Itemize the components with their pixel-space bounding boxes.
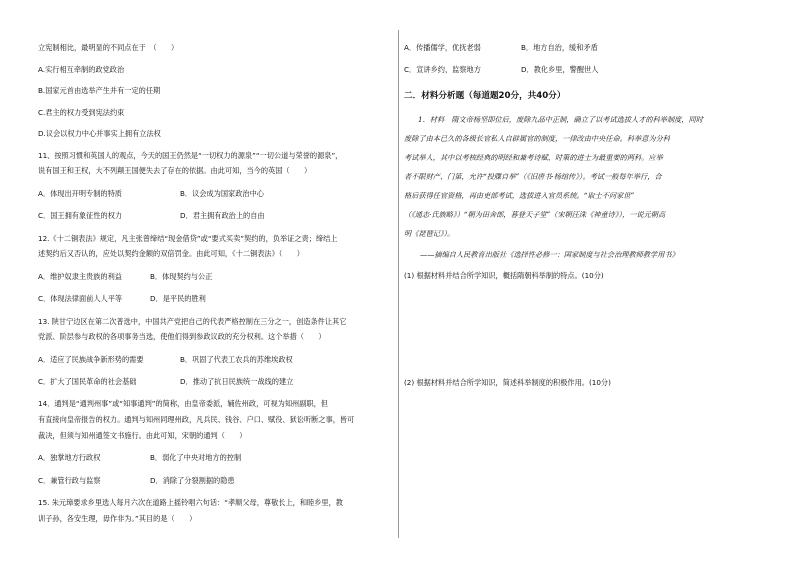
q12-option-c: C．体现法律面前人人平等 — [38, 294, 123, 303]
sub-question-1: (1) 根据材料并结合所学知识，概括隋朝科举制的特点。(10分) — [404, 271, 604, 280]
q13-stem-line1: 13. 陕甘宁边区在第二次普选中，中国共产党把自己的代表严格控制在三分之一，创造条件让其它 — [38, 317, 347, 326]
q14-option-b: B．弱化了中央对地方的控制 — [150, 453, 242, 462]
material-line-2: 废除了由本已久的各级长官私人自辟属官的制度，一律改由中央任命。科举意为分科 — [404, 134, 670, 143]
q13-option-a: A．适应了民族战争新形势的需要 — [38, 355, 144, 364]
q12-stem-line2: 述契约后又否认的，应处以契约金额的双倍罚金。由此可知，《十二铜表法》（ ） — [38, 249, 304, 258]
material-source: ——摘编自人民教育出版社《选择性必修一：国家制度与社会治理教师教学用书》 — [420, 250, 679, 259]
material-line-1: 1．材料 隋文帝杨坚即位后，废除九品中正制，确立了以考试选拔人才的科举制度，同时 — [418, 115, 703, 124]
q13-option-c: C．扩大了国民革命的社会基础 — [38, 377, 137, 386]
q14-stem-line1: 14．通判是“通判州事”或“知事通判”的简称，由皇帝委派，辅佐州政，可视为知州副职，但 — [38, 399, 328, 408]
q14-option-c: C．兼管行政与监察 — [38, 476, 101, 485]
q15-option-a: A．传播儒学，优抚老弱 — [404, 43, 481, 52]
q11-option-c: C．国王拥有象征性的权力 — [38, 211, 123, 220]
section-heading: 二．材料分析题（每道题20分，共40分） — [404, 91, 566, 101]
q10-option-b: B.国家元首由选举产生并有一定的任期 — [38, 86, 161, 95]
q15-option-b: B．地方自治，缓和矛盾 — [521, 43, 598, 52]
q15-option-c: C．宣讲乡约，监察地方 — [404, 65, 481, 74]
q13-option-d: D．推动了抗日民族统一战线的建立 — [180, 377, 294, 386]
q14-option-d: D．消除了分裂割据的隐患 — [150, 476, 235, 485]
q10-stem-tail: 立宪制相比，最明显的不同点在于 （ ） — [38, 43, 179, 52]
q15-stem-line1: 15. 朱元璋要求乡里选人每月六次在道路上摇铃唱六句话：“孝顺父母，尊敬长上，和睦乡里，教 — [38, 498, 343, 507]
material-line-3: 考试举人，其中以考核经典的明经和兼考诗赋、时策的进士为最重要的两科。应举 — [404, 153, 663, 162]
q11-stem-line2: 说有国王和王权，大不列颠王国便失去了存在的依据。由此可知，当今的英国（ ） — [38, 166, 312, 175]
q14-stem-line2: 有直接向皇帝报告的权力。通判与知州同理州政，凡兵民、钱谷、户口、赋役、狱讼听断之事，皆可 — [38, 415, 355, 424]
q11-option-b: B．议会成为国家政治中心 — [180, 189, 264, 198]
material-line-5: 格后获得任官资格，再由吏部考试，选拔进入官员系统。“取士不问家世” — [404, 191, 635, 200]
q10-option-a: A.实行相互牵制的政党政治 — [38, 65, 125, 74]
q13-option-b: B．巩固了代表工农兵的苏维埃政权 — [180, 355, 293, 364]
q15-option-d: D．教化乡里，警醒世人 — [521, 65, 599, 74]
q11-stem-line1: 11、按照习惯和英国人的观点，今天的国王仍然是“一切权力的源泉”“一切公道与荣誉的源泉”， — [38, 151, 343, 160]
column-divider — [398, 30, 399, 538]
q12-option-a: A．维护奴隶主贵族的利益 — [38, 272, 122, 281]
q13-stem-line2: 党派、阶层参与政权的各项事务当选，使他们得到参政议政的充分权利。这个举措（ ） — [38, 332, 326, 341]
material-line-6: （《通志·氏族略》）“朝为田舍郎，暮登天子堂”（宋朝汪洙《神童诗》），一说元朝高 — [404, 210, 666, 219]
q15-stem-line2: 训子孙，各安生理，毋作非为。”其目的是（ ） — [38, 514, 197, 523]
q12-option-b: B．体现契约与公正 — [150, 272, 213, 281]
q11-option-a: A．体现出开明专制的特质 — [38, 189, 122, 198]
q10-option-c: C.君主的权力受到宪法约束 — [38, 108, 125, 117]
q14-option-a: A．独掌地方行政权 — [38, 453, 101, 462]
q14-stem-line3: 裁决，但须与知州通签文书施行。由此可知，宋朝的通判（ ） — [38, 431, 247, 440]
q12-stem-line1: 12.《十二铜表法》规定，凡主张曾缔结“现金借贷”或“要式买卖”契约的，负举证之责；缔结上 — [38, 234, 338, 243]
sub-question-2: (2) 根据材料并结合所学知识，简述科举制度的积极作用。(10分) — [404, 378, 611, 387]
material-line-4: 者不限财产、门第，允许“投牒自举”（《旧唐书·杨绾传》）。考试一般每年举行，合 — [404, 172, 662, 181]
q10-option-d: D.议会以权力中心并事实上拥有立法权 — [38, 129, 161, 138]
q12-option-d: D．是平民的胜利 — [150, 294, 206, 303]
material-line-7: 明《琵琶记》）。 — [404, 229, 455, 238]
q11-option-d: D．君主拥有政治上的自由 — [180, 211, 265, 220]
